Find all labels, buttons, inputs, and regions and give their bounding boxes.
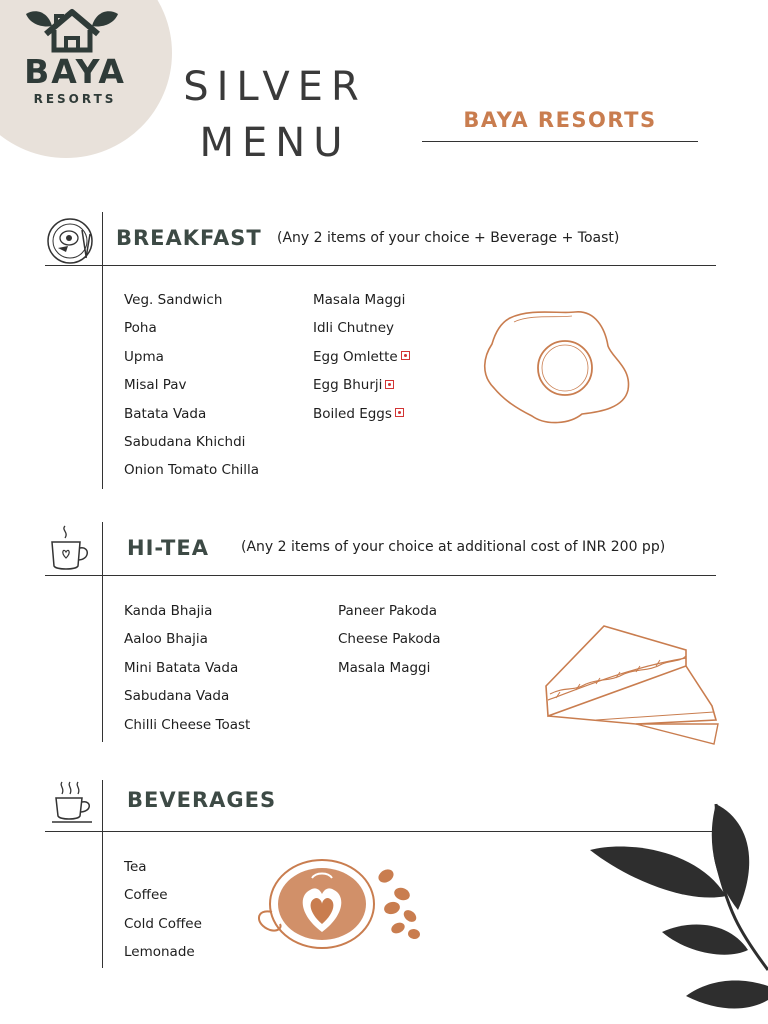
menu-item: Kanda Bhajia	[124, 603, 213, 619]
menu-item: Cold Coffee	[124, 915, 202, 932]
beverages-divider-vertical	[102, 780, 103, 968]
beverages-list	[124, 857, 202, 971]
menu-item: Idli Chutney	[313, 320, 395, 337]
non-veg-mark-icon	[395, 408, 404, 417]
menu-item: Masala Maggi	[313, 292, 406, 308]
menu-item-label: Egg Omlette	[313, 348, 398, 365]
hitea-divider-horizontal	[45, 575, 716, 576]
menu-item: Sabudana Vada	[124, 688, 230, 705]
breakfast-divider-vertical	[102, 212, 103, 489]
menu-item: Veg. Sandwich	[124, 292, 223, 308]
house-leaf-logo-icon	[22, 6, 122, 56]
menu-item-nonveg	[313, 404, 410, 432]
menu-item: Lemonade	[124, 944, 195, 961]
menu-item-nonveg	[313, 347, 410, 375]
hitea-list-col-1	[124, 601, 250, 743]
menu-item-label: Boiled Eggs	[313, 405, 392, 422]
breakfast-list-col-2	[313, 290, 410, 432]
breakfast-plate-icon	[46, 216, 98, 266]
hitea-list-col-2	[338, 601, 440, 686]
menu-item: Aaloo Bhajia	[124, 631, 208, 648]
menu-item: Cheese Pakoda	[338, 631, 441, 648]
menu-item: Batata Vada	[124, 405, 207, 422]
latte-art-illustration-icon	[254, 858, 430, 958]
menu-title-line-1: SILVER	[183, 64, 367, 110]
logo-name: BAYA	[24, 52, 126, 91]
menu-title-line-2: MENU	[199, 120, 351, 166]
brand-name: BAYA RESORTS	[463, 108, 657, 132]
hitea-divider-vertical	[102, 522, 103, 742]
menu-item-label: Egg Bhurji	[313, 377, 383, 394]
hitea-note: (Any 2 items of your choice at additional cost of INR 200 pp)	[241, 539, 666, 555]
fried-egg-illustration-icon	[480, 308, 632, 428]
coffee-cup-icon	[50, 780, 94, 826]
menu-item: Onion Tomato Chilla	[124, 462, 260, 479]
menu-item: Misal Pav	[124, 377, 187, 394]
non-veg-mark-icon	[385, 380, 394, 389]
menu-item: Chilli Cheese Toast	[124, 716, 251, 733]
menu-item-nonveg	[313, 375, 410, 403]
leaf-branch-decoration-icon	[588, 800, 768, 1024]
menu-item: Sabudana Khichdi	[124, 433, 246, 450]
breakfast-title: BREAKFAST	[116, 226, 262, 250]
menu-item: Upma	[124, 348, 164, 365]
menu-item: Paneer Pakoda	[338, 603, 438, 619]
menu-item: Poha	[124, 320, 157, 337]
beverages-title: BEVERAGES	[127, 788, 277, 812]
menu-item: Mini Batata Vada	[124, 659, 239, 676]
tea-cup-icon	[48, 522, 92, 572]
breakfast-list-col-1	[124, 290, 259, 489]
logo-subtitle: RESORTS	[33, 92, 117, 106]
brand-underline	[422, 141, 698, 142]
menu-item: Coffee	[124, 887, 168, 904]
breakfast-divider-horizontal	[45, 265, 716, 266]
non-veg-mark-icon	[401, 351, 410, 360]
breakfast-note: (Any 2 items of your choice + Beverage + Toast)	[277, 230, 620, 246]
menu-item: Masala Maggi	[338, 659, 431, 676]
menu-item: Tea	[124, 859, 147, 875]
sandwich-illustration-icon	[536, 620, 720, 748]
hitea-title: HI-TEA	[127, 536, 209, 560]
